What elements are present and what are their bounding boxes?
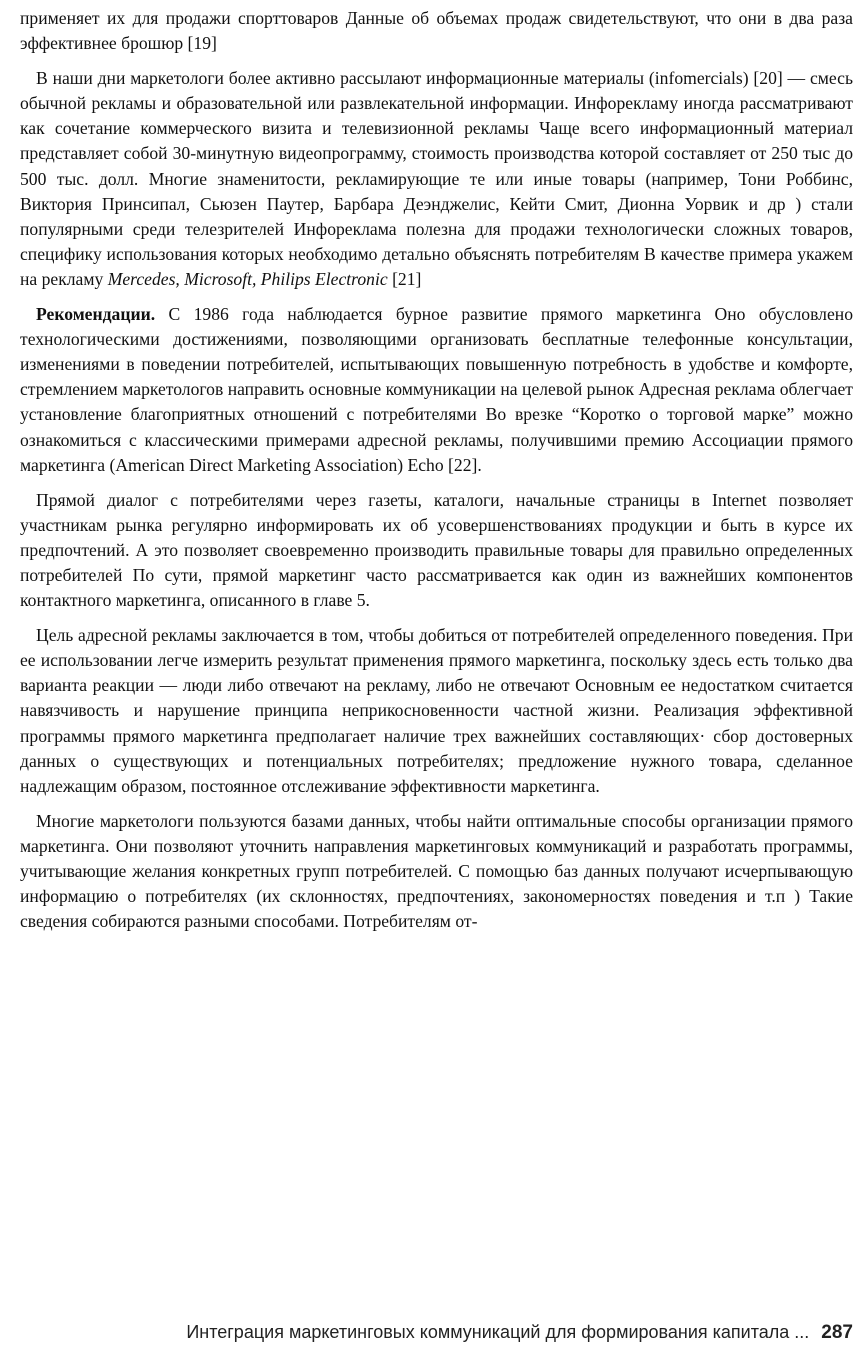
- paragraph-text: применяет их для продажи спорттоваров Данные об объемах продаж свидетельствуют, что они в два раза эффективнее брошюр [19]: [20, 8, 853, 54]
- running-title: Интеграция маркетинговых коммуникаций для формирования капитала ...: [186, 1322, 810, 1342]
- paragraph: [20, 809, 853, 934]
- brand-names: Mercedes, Microsoft, Philips Electronic: [107, 268, 388, 289]
- page-footer: [72, 1322, 853, 1352]
- paragraph-text: Многие маркетологи пользуются базами данных, чтобы найти оптимальные способы организации прямого маркетинга. Они позволяют уточнить направления маркетинговых коммуникаций и разработать программы, учитывающие желания конкретных групп потребителей. С помощью баз данных получают исчерпывающую информацию о потребителях (их склонностях, предпочтениях, закономерностях поведения и т.п ) Такие сведения собираются разными способами. Потребителям от-: [20, 810, 853, 932]
- paragraph-text: [21]: [387, 268, 422, 289]
- paragraph: [20, 488, 853, 613]
- paragraph-text: С 1986 года наблюдается бурное развитие прямого маркетинга Оно обусловлено технологическими достижениями, позволяющими организовать бесплатные телефонные консультации, изменениями в поведении потребителей, испытывающих повышенную потребность в удобстве и комфорте, стремлением маркетологов направить основные коммуникации на целевой рынок Адресная реклама облегчает установление благоприятных отношений с потребителями Во врезке “Коротко о торговой марке” можно ознакомиться с классическими примерами адресной рекламы, получившими премию Ассоциации прямого маркетинга (American Direct Marketing Association) Echo [22].: [20, 304, 853, 475]
- paragraph-text: В наши дни маркетологи более активно рассылают информационные материалы (infomercials) [20] — смесь обычной рекламы и образовательной или развлекательной информации. Инфорекламу иногда рассматривают как сочетание коммерческого визита и телевизионной рекламы Чаще всего информационный материал представляет собой 30-минутную видеопрограмму, стоимость производства которой составляет от 250 тыс до 500 тыс. долл. Многие знаменитости, рекламирующие те или иные товары (например, Тони Роббинс, Виктория Принсипал, Сьюзен Паутер, Барбара Деэнджелис, Кейти Смит, Дионна Уорвик и др ) стали популярными среди телезрителей Инфореклама полезна для продажи технологически сложных товаров, специфику использования которых необходимо детально объяснять потребителям В качестве примера укажем на рекламу: [20, 68, 853, 289]
- paragraph-text: Прямой диалог с потребителями через газеты, каталоги, начальные страницы в Internet позволяет участникам рынка регулярно информировать их об усовершенствованиях продукции и быть в курсе их предпочтений. А это позволяет своевременно производить правильные товары для правильно определенных потребителей По сути, прямой маркетинг часто рассматривается как один из важнейших компонентов контактного маркетинга, описанного в главе 5.: [20, 489, 853, 611]
- paragraph: [20, 623, 853, 799]
- paragraph: [20, 66, 853, 292]
- paragraph: [20, 302, 853, 478]
- paragraph-heading: Рекомендации.: [36, 304, 156, 325]
- body-text: [20, 6, 853, 934]
- page-number: 287: [821, 1322, 853, 1343]
- paragraph-text: Цель адресной рекламы заключается в том, чтобы добиться от потребителей определенного поведения. При ее использовании легче измерить результат применения прямого маркетинга, поскольку здесь есть только два варианта реакции — люди либо отвечают на рекламу, либо не отвечают Основным ее недостатком считается навязчивость и нарушение принципа неприкосновенности частной жизни. Реализация эффективной программы прямого маркетинга предполагает наличие трех важнейших составляющих· сбор достоверных данных о существующих и потенциальных потребителях; предложение нужного товара, сделанное надлежащим образом, постоянное отслеживание эффективности маркетинга.: [20, 625, 853, 796]
- paragraph: [20, 6, 853, 56]
